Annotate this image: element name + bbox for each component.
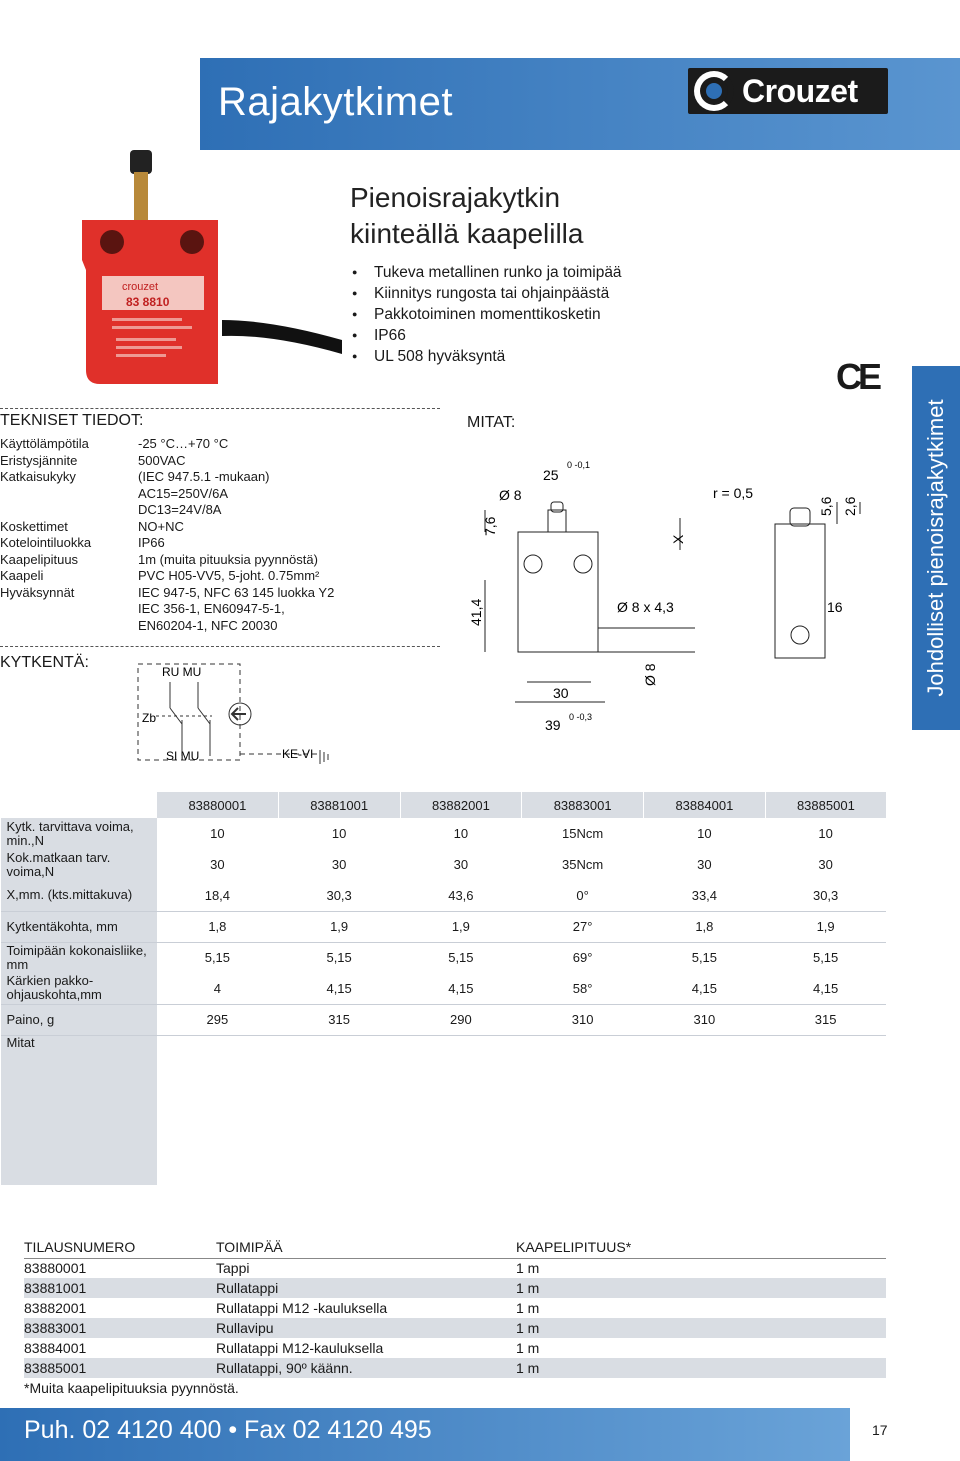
table-cell: 10 <box>818 826 833 841</box>
crouzet-logo <box>688 68 888 114</box>
spec-row <box>0 486 438 503</box>
column-header: KAAPELIPITUUS* <box>516 1236 886 1258</box>
table-cell: Rullatappi M12 -kauluksella <box>216 1300 388 1316</box>
table-cell: 310 <box>644 1004 766 1035</box>
table-cell: 5,15 <box>400 942 522 973</box>
dim-label: 5,6 <box>818 496 834 516</box>
table-cell: 30 <box>453 857 469 872</box>
table-cell: 1 m <box>516 1358 886 1378</box>
spec-value: 1m (muita pituuksia pyynnöstä) <box>138 551 318 567</box>
row-label: Paino, g <box>1 1004 157 1035</box>
feature-item: ● IP66 <box>352 325 622 346</box>
table-cell: 58° <box>572 980 593 996</box>
row-label: Kytk. tarvittava voima, min.,N <box>1 818 157 849</box>
spec-label: Koskettimet <box>0 518 68 534</box>
table-cell: 30 <box>818 857 833 872</box>
logo-text: Crouzet <box>742 72 858 109</box>
table-cell: 1,8 <box>644 911 766 942</box>
dim-label: 25 <box>543 467 559 483</box>
dimensions-heading: MITAT: <box>467 414 516 431</box>
wiring-label-left: Zb <box>142 711 157 725</box>
spec-row <box>0 436 438 453</box>
specs-heading: TEKNISET TIEDOT: <box>0 412 144 429</box>
wiring-label-bottom: SI MU <box>166 749 200 763</box>
spec-label: Kaapeli <box>0 568 44 583</box>
spec-label <box>0 502 138 519</box>
product-subtitle <box>350 180 583 252</box>
dim-label: 2,6 <box>842 496 858 516</box>
table-cell: 1,9 <box>765 911 886 942</box>
dim-label: Ø 8 x 4,3 <box>617 599 674 615</box>
column-header: 83884001 <box>644 792 766 818</box>
row-label: X,mm. (kts.mittakuva) <box>1 880 157 911</box>
spec-label <box>0 618 138 635</box>
table-cell: 15Ncm <box>562 826 604 841</box>
table-cell: 5,15 <box>157 942 279 973</box>
spec-value: DC13=24V/8A <box>138 502 222 517</box>
table-cell: 83883001 <box>24 1318 216 1338</box>
table-cell: 83880001 <box>24 1260 87 1277</box>
wiring-label-top: RU MU <box>162 665 202 679</box>
row-label: Kok.matkaan tarv. voima,N <box>1 849 157 880</box>
order-note: *Muita kaapelipituuksia pyynnöstä. <box>24 1380 239 1396</box>
table-cell: 0° <box>576 887 589 903</box>
spec-value: EN60204-1, NFC 20030 <box>138 617 278 633</box>
column-header: 83885001 <box>765 792 886 818</box>
wiring-label-ground: KE-VI <box>282 747 314 761</box>
product-photo <box>72 150 342 390</box>
spec-row <box>0 585 438 602</box>
photo-label-code: 83 8810 <box>126 295 170 309</box>
table-cell: 5,15 <box>278 942 400 973</box>
dim-label: Ø 8 <box>499 487 522 503</box>
row-label: Kärkien pakko-ohjauskohta,mm <box>1 973 157 1004</box>
dim-label: 0 -0,3 <box>569 712 593 722</box>
dim-label: 30 <box>553 685 569 701</box>
spec-label: Hyväksynnät <box>0 584 75 600</box>
spec-value: 500VAC <box>138 452 186 468</box>
photo-label-brand: crouzet <box>122 281 159 293</box>
table-cell: 1 m <box>516 1340 540 1356</box>
subtitle-line: Pienoisrajakytkin <box>350 182 561 213</box>
dim-label: X <box>670 534 686 544</box>
spec-table <box>0 792 886 1185</box>
dim-label: 41,4 <box>468 598 484 626</box>
spec-label <box>0 486 138 503</box>
table-cell: Tappi <box>216 1260 250 1277</box>
table-cell: 10 <box>697 826 712 841</box>
column-header: TILAUSNUMERO <box>24 1236 216 1258</box>
spec-label: Käyttölämpötila <box>0 436 89 451</box>
table-cell: Rullatappi, 90º käänn. <box>216 1358 516 1378</box>
table-cell: 4,15 <box>326 980 352 996</box>
table-row <box>24 1358 886 1378</box>
table-cell: 315 <box>765 1004 886 1035</box>
table-cell: 10 <box>453 826 469 841</box>
order-table-header <box>24 1236 886 1258</box>
table-cell: 310 <box>522 1004 644 1035</box>
spec-row <box>0 469 438 486</box>
dim-label: Ø 8 <box>642 663 658 686</box>
column-header: 83881001 <box>278 792 400 818</box>
table-cell <box>157 1035 279 1185</box>
table-row <box>24 1258 886 1278</box>
table-row <box>1 973 887 1004</box>
table-row <box>1 818 887 849</box>
roller-icon <box>130 150 152 174</box>
table-row <box>1 942 887 973</box>
table-cell: 33,4 <box>691 887 718 903</box>
table-row <box>24 1278 886 1298</box>
spec-value: NO+NC <box>138 518 184 534</box>
table-row <box>24 1318 886 1338</box>
spec-table-header <box>1 792 887 818</box>
specs-list <box>0 436 438 634</box>
spec-label: Kotelointiluokka <box>0 535 92 550</box>
table-cell: 4,15 <box>812 980 839 996</box>
side-label: Johdolliset pienoisrajakytkimet <box>923 399 948 697</box>
spec-label <box>0 601 138 618</box>
dim-label: 7,6 <box>482 516 498 536</box>
wiring-heading: KYTKENTÄ: <box>0 654 89 671</box>
table-row <box>1 1035 887 1185</box>
table-row <box>24 1338 886 1358</box>
table-cell: 315 <box>278 1004 400 1035</box>
row-label: Kytkentäkohta, mm <box>1 911 157 942</box>
page-title: Rajakytkimet <box>218 80 453 124</box>
spec-label: Kaapelipituus <box>0 551 79 567</box>
table-cell: 83885001 <box>24 1358 216 1378</box>
table-cell: 69° <box>522 942 644 973</box>
subtitle-line: kiinteällä kaapelilla <box>350 218 584 249</box>
spec-row <box>0 552 438 569</box>
ce-mark-icon: CE <box>836 356 879 397</box>
dim-label: 0 -0,1 <box>567 460 591 470</box>
table-cell <box>522 1035 644 1185</box>
table-cell: 1,8 <box>157 911 279 942</box>
divider <box>0 646 440 647</box>
column-header: 83883001 <box>522 792 644 818</box>
table-cell <box>765 1035 886 1185</box>
table-cell <box>278 1035 400 1185</box>
spec-value: IEC 947-5, NFC 63 145 luokka Y2 <box>138 584 335 600</box>
column-header: 83880001 <box>157 792 279 818</box>
table-row <box>1 849 887 880</box>
feature-item: ● Kiinnitys rungosta tai ohjainpäästä <box>352 283 622 304</box>
footer-contact: Puh. 02 4120 400 • Fax 02 4120 495 <box>24 1416 432 1444</box>
table-cell: 30 <box>210 857 225 872</box>
spec-row <box>0 453 438 470</box>
wiring-diagram <box>120 660 340 765</box>
table-cell <box>644 1035 766 1185</box>
table-cell: Rullavipu <box>216 1318 516 1338</box>
table-cell: 18,4 <box>204 887 231 903</box>
table-cell: 295 <box>157 1004 279 1035</box>
table-cell: 1 m <box>516 1260 540 1277</box>
table-cell: 83881001 <box>24 1278 216 1298</box>
table-cell: 10 <box>331 826 347 841</box>
spec-value: -25 °C…+70 °C <box>138 436 229 451</box>
table-cell: 83884001 <box>24 1340 87 1356</box>
row-label: Mitat <box>1 1035 157 1185</box>
spec-row <box>0 568 438 585</box>
table-row <box>1 911 887 942</box>
dimension-drawing <box>455 440 895 740</box>
crouzet-logo-icon <box>694 71 734 111</box>
feature-list <box>352 262 622 367</box>
divider <box>0 408 440 409</box>
spec-value: IEC 356-1, EN60947-5-1, <box>138 601 285 616</box>
table-cell: 5,15 <box>644 942 766 973</box>
table-cell: 30,3 <box>326 887 352 903</box>
table-cell: 43,6 <box>448 887 474 903</box>
table-cell: Rullatappi M12-kauluksella <box>216 1340 384 1356</box>
page-number: 17 <box>872 1422 888 1438</box>
table-cell: 30 <box>697 857 712 872</box>
table-row <box>1 1004 887 1035</box>
table-cell: 5,15 <box>765 942 886 973</box>
feature-item: ● Tukeva metallinen runko ja toimipää <box>352 262 622 283</box>
table-cell: 30 <box>331 857 347 872</box>
table-cell <box>400 1035 522 1185</box>
feature-item: ● Pakkotoiminen momenttikosketin <box>352 304 622 325</box>
spec-row <box>0 601 438 618</box>
spec-row <box>0 519 438 536</box>
table-cell: 27° <box>522 911 644 942</box>
table-cell: 1 m <box>516 1278 886 1298</box>
table-cell: 35Ncm <box>562 857 604 872</box>
spec-value: (IEC 947.5.1 -mukaan) <box>138 469 270 484</box>
spec-table-corner <box>1 792 157 818</box>
spec-value: AC15=250V/6A <box>138 485 228 501</box>
table-cell: Rullatappi <box>216 1278 516 1298</box>
dim-label: 16 <box>827 599 843 615</box>
spec-value: PVC H05-VV5, 5-joht. 0.75mm² <box>138 568 320 583</box>
table-cell: 30,3 <box>812 887 839 903</box>
table-row <box>24 1298 886 1318</box>
order-table <box>24 1236 886 1378</box>
table-cell: 4,15 <box>691 980 718 996</box>
table-cell: 1 m <box>516 1300 540 1316</box>
row-label: Toimipään kokonaisliike, mm <box>1 942 157 973</box>
feature-item: ● UL 508 hyväksyntä <box>352 346 622 367</box>
dim-label: 39 <box>545 717 561 733</box>
table-cell: 290 <box>400 1004 522 1035</box>
spec-value: IP66 <box>138 535 165 550</box>
table-cell: 4 <box>213 980 221 996</box>
spec-label: Eristysjännite <box>0 452 78 468</box>
spec-row <box>0 502 438 519</box>
table-row <box>1 880 887 911</box>
dim-label: r = 0,5 <box>713 485 754 501</box>
column-header: 83882001 <box>400 792 522 818</box>
spec-label: Katkaisukyky <box>0 469 76 484</box>
spec-row <box>0 618 438 635</box>
column-header: TOIMIPÄÄ <box>216 1236 516 1258</box>
spec-row <box>0 535 438 552</box>
table-cell: 1 m <box>516 1318 886 1338</box>
table-cell: 1,9 <box>400 911 522 942</box>
table-cell: 1,9 <box>278 911 400 942</box>
table-cell: 4,15 <box>448 980 474 996</box>
table-cell: 10 <box>210 826 225 841</box>
table-cell: 83882001 <box>24 1300 87 1316</box>
